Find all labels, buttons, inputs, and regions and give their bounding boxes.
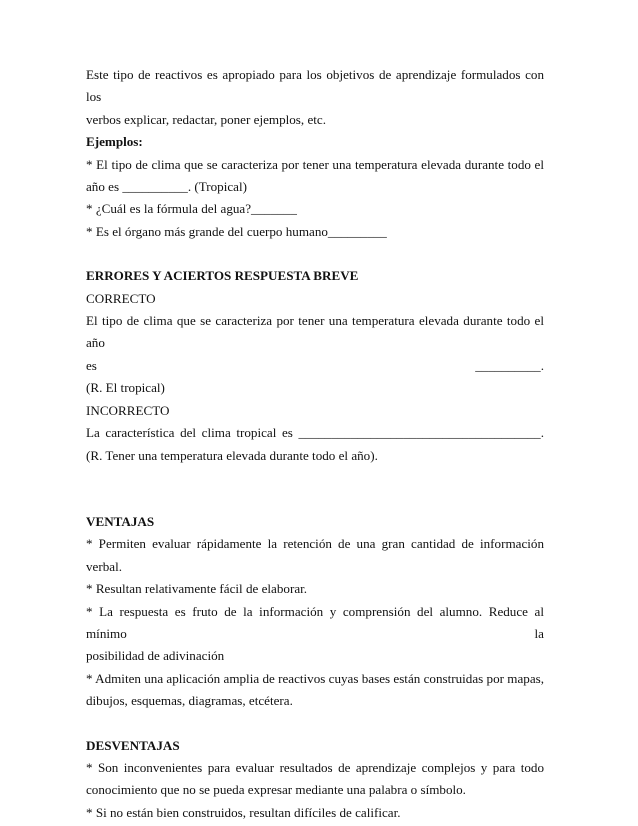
spacer [86,243,544,265]
desventajas-heading: DESVENTAJAS [86,737,180,753]
ventajas-heading: VENTAJAS [86,513,155,529]
correcto-line-1: El tipo de clima que se caracteriza por tener una temperatura elevada durante todo el año [86,313,544,351]
example-1-line-2: año es __________. (Tropical) [86,179,247,195]
spacer [86,467,544,511]
example-2: * ¿Cuál es la fórmula del agua?_______ [86,201,297,217]
incorrecto-label: INCORRECTO [86,402,170,418]
correcto-line-2-left: es [86,357,97,373]
example-1-line-1: * El tipo de clima que se caracteriza por tener una temperatura elevada durante todo el [86,156,544,172]
errores-heading: ERRORES Y ACIERTOS RESPUESTA BREVE [86,268,359,284]
desventajas-item-1-line-1: * Son inconvenientes para evaluar resultados de aprendizaje complejos y para todo [86,759,544,775]
correcto-label: CORRECTO [86,290,156,306]
ventajas-item-3-line-1: * La respuesta es fruto de la información y comprensión del alumno. Reduce al mínimo la [86,603,544,641]
spacer [86,713,544,735]
ventajas-item-4-line-1: * Admiten una aplicación amplia de reactivos cuyas bases están construidas por mapas, [86,670,544,686]
correcto-answer: (R. El tropical) [86,380,165,396]
examples-heading: Ejemplos: [86,134,143,150]
ventajas-item-2: * Resultan relativamente fácil de elaborar. [86,581,308,597]
example-3: * Es el órgano más grande del cuerpo humano_________ [86,223,387,239]
intro-line-2: verbos explicar, redactar, poner ejemplos, etc. [86,111,326,127]
ventajas-item-3-line-2: posibilidad de adivinación [86,648,225,664]
correcto-line-2 [86,355,544,377]
correcto-line-2-right: __________. [475,357,544,373]
ventajas-item-4-line-2: dibujos, esquemas, diagramas, etcétera. [86,693,293,709]
incorrecto-line-1: La característica del clima tropical es _____________________________________. [86,425,544,441]
desventajas-item-2: * Si no están bien construidos, resultan difíciles de calificar. [86,804,401,820]
intro-line-1: Este tipo de reactivos es apropiado para los objetivos de aprendizaje formulados con los [86,67,544,105]
ventajas-item-1: * Permiten evaluar rápidamente la retención de una gran cantidad de información verbal. [86,536,544,574]
incorrecto-answer: (R. Tener una temperatura elevada durante todo el año). [86,447,378,463]
desventajas-item-1-line-2: conocimiento que no se pueda expresar mediante una palabra o símbolo. [86,782,466,798]
document-page [86,64,544,824]
